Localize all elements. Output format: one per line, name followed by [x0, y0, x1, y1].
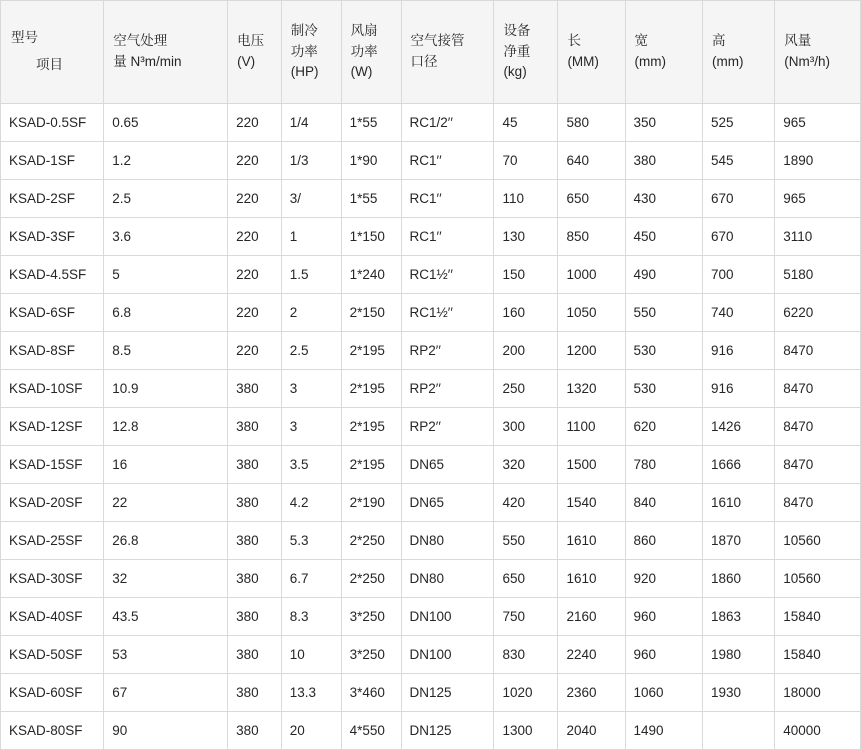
cell-pipe-diameter: RP2′′ [401, 332, 494, 370]
table-body [1, 104, 861, 750]
cell-pipe-diameter: RC1′′ [401, 180, 494, 218]
cell-air-volume: 1890 [775, 142, 861, 180]
cell-pipe-diameter: RC1/2′′ [401, 104, 494, 142]
header-row [1, 1, 861, 104]
cell-voltage: 380 [228, 712, 282, 750]
cell-width: 430 [625, 180, 702, 218]
cell-air-treatment: 10.9 [104, 370, 228, 408]
cell-length: 2240 [558, 636, 625, 674]
cell-voltage: 220 [228, 142, 282, 180]
cell-length: 1540 [558, 484, 625, 522]
cell-height: 1860 [702, 560, 774, 598]
header-line: 高 [711, 33, 726, 49]
cell-fan-power: 2*250 [341, 560, 401, 598]
table-row [1, 218, 861, 256]
header-air-treatment [104, 1, 228, 104]
cell-fan-power: 1*240 [341, 256, 401, 294]
cell-air-treatment: 43.5 [104, 598, 228, 636]
table-row [1, 370, 861, 408]
cell-height: 670 [702, 218, 774, 256]
header-line: 空气处理 [113, 33, 168, 49]
table-row [1, 180, 861, 218]
header-line: 长 [567, 33, 581, 49]
cell-cooling-power: 13.3 [281, 674, 341, 712]
header-model-label: 型号 [11, 30, 38, 46]
header-line: (V) [237, 54, 256, 69]
cell-voltage: 380 [228, 598, 282, 636]
cell-model: KSAD-12SF [1, 408, 104, 446]
cell-model: KSAD-20SF [1, 484, 104, 522]
cell-net-weight: 200 [494, 332, 558, 370]
header-line: 净重 [503, 43, 531, 59]
cell-pipe-diameter: RC1½′′ [401, 294, 494, 332]
table-row [1, 294, 861, 332]
cell-net-weight: 250 [494, 370, 558, 408]
header-line: (Nm³/h) [784, 54, 830, 69]
cell-air-volume: 18000 [775, 674, 861, 712]
cell-air-treatment: 3.6 [104, 218, 228, 256]
cell-width: 920 [625, 560, 702, 598]
cell-height: 916 [702, 332, 774, 370]
cell-fan-power: 3*460 [341, 674, 401, 712]
cell-air-volume: 6220 [775, 294, 861, 332]
cell-height: 1666 [702, 446, 774, 484]
cell-model: KSAD-30SF [1, 560, 104, 598]
cell-cooling-power: 1/3 [281, 142, 341, 180]
cell-voltage: 220 [228, 332, 282, 370]
cell-width: 380 [625, 142, 702, 180]
cell-fan-power: 1*55 [341, 180, 401, 218]
cell-width: 350 [625, 104, 702, 142]
header-line: 设备 [503, 22, 531, 38]
cell-width: 1060 [625, 674, 702, 712]
cell-voltage: 380 [228, 446, 282, 484]
cell-model: KSAD-2SF [1, 180, 104, 218]
cell-air-volume: 965 [775, 180, 861, 218]
cell-air-volume: 8470 [775, 332, 861, 370]
cell-cooling-power: 1 [281, 218, 341, 256]
table-row [1, 408, 861, 446]
cell-length: 1000 [558, 256, 625, 294]
cell-height: 1426 [702, 408, 774, 446]
cell-cooling-power: 10 [281, 636, 341, 674]
cell-fan-power: 2*195 [341, 446, 401, 484]
cell-width: 860 [625, 522, 702, 560]
cell-pipe-diameter: DN80 [401, 522, 494, 560]
cell-length: 1200 [558, 332, 625, 370]
header-line: (HP) [290, 64, 319, 80]
header-line: (mm) [634, 54, 667, 69]
header-height [702, 1, 774, 104]
cell-model: KSAD-6SF [1, 294, 104, 332]
header-line: (mm) [711, 54, 744, 69]
cell-length: 1050 [558, 294, 625, 332]
cell-length: 1610 [558, 560, 625, 598]
cell-air-treatment: 26.8 [104, 522, 228, 560]
cell-fan-power: 3*250 [341, 636, 401, 674]
cell-width: 780 [625, 446, 702, 484]
cell-air-volume: 8470 [775, 370, 861, 408]
cell-model: KSAD-4.5SF [1, 256, 104, 294]
cell-voltage: 380 [228, 408, 282, 446]
cell-air-volume: 10560 [775, 522, 861, 560]
cell-height: 1930 [702, 674, 774, 712]
cell-air-treatment: 53 [104, 636, 228, 674]
cell-fan-power: 2*195 [341, 408, 401, 446]
cell-model: KSAD-25SF [1, 522, 104, 560]
cell-air-treatment: 90 [104, 712, 228, 750]
cell-voltage: 220 [228, 180, 282, 218]
cell-width: 550 [625, 294, 702, 332]
cell-height: 1980 [702, 636, 774, 674]
cell-cooling-power: 6.7 [281, 560, 341, 598]
cell-cooling-power: 5.3 [281, 522, 341, 560]
table-row [1, 104, 861, 142]
cell-voltage: 220 [228, 294, 282, 332]
cell-length: 2160 [558, 598, 625, 636]
header-width [625, 1, 702, 104]
cell-length: 1610 [558, 522, 625, 560]
cell-air-volume: 15840 [775, 598, 861, 636]
table-row [1, 674, 861, 712]
cell-net-weight: 650 [494, 560, 558, 598]
header-line: 电压 [237, 33, 265, 49]
cell-voltage: 380 [228, 370, 282, 408]
table-header [1, 1, 861, 104]
cell-cooling-power: 3 [281, 370, 341, 408]
cell-air-treatment: 6.8 [104, 294, 228, 332]
cell-air-volume: 40000 [775, 712, 861, 750]
cell-voltage: 220 [228, 104, 282, 142]
cell-cooling-power: 8.3 [281, 598, 341, 636]
cell-width: 620 [625, 408, 702, 446]
cell-fan-power: 2*250 [341, 522, 401, 560]
cell-length: 1100 [558, 408, 625, 446]
cell-air-treatment: 22 [104, 484, 228, 522]
table-row [1, 446, 861, 484]
cell-length: 2040 [558, 712, 625, 750]
cell-model: KSAD-10SF [1, 370, 104, 408]
cell-cooling-power: 1.5 [281, 256, 341, 294]
cell-pipe-diameter: DN80 [401, 560, 494, 598]
cell-fan-power: 4*550 [341, 712, 401, 750]
cell-cooling-power: 1/4 [281, 104, 341, 142]
cell-air-treatment: 2.5 [104, 180, 228, 218]
cell-length: 1320 [558, 370, 625, 408]
cell-air-volume: 15840 [775, 636, 861, 674]
cell-fan-power: 2*195 [341, 332, 401, 370]
table-row [1, 598, 861, 636]
header-line: 功率 [290, 43, 318, 59]
header-fan-power [341, 1, 401, 104]
cell-length: 1500 [558, 446, 625, 484]
cell-length: 580 [558, 104, 625, 142]
cell-net-weight: 830 [494, 636, 558, 674]
cell-voltage: 380 [228, 484, 282, 522]
cell-pipe-diameter: DN125 [401, 674, 494, 712]
cell-height: 1610 [702, 484, 774, 522]
cell-model: KSAD-40SF [1, 598, 104, 636]
cell-net-weight: 150 [494, 256, 558, 294]
cell-pipe-diameter: DN125 [401, 712, 494, 750]
header-cooling-power [281, 1, 341, 104]
cell-net-weight: 110 [494, 180, 558, 218]
cell-air-volume: 8470 [775, 484, 861, 522]
header-line: (MM) [567, 54, 599, 69]
cell-net-weight: 300 [494, 408, 558, 446]
cell-pipe-diameter: RC1′′ [401, 218, 494, 256]
cell-width: 450 [625, 218, 702, 256]
cell-pipe-diameter: RC1½′′ [401, 256, 494, 294]
cell-height: 525 [702, 104, 774, 142]
cell-model: KSAD-60SF [1, 674, 104, 712]
cell-cooling-power: 3.5 [281, 446, 341, 484]
cell-net-weight: 1300 [494, 712, 558, 750]
table-row [1, 332, 861, 370]
cell-fan-power: 2*150 [341, 294, 401, 332]
cell-voltage: 380 [228, 674, 282, 712]
cell-pipe-diameter: DN65 [401, 446, 494, 484]
cell-model: KSAD-3SF [1, 218, 104, 256]
cell-air-treatment: 5 [104, 256, 228, 294]
cell-width: 530 [625, 370, 702, 408]
cell-height: 1863 [702, 598, 774, 636]
cell-air-volume: 8470 [775, 446, 861, 484]
cell-voltage: 380 [228, 522, 282, 560]
cell-model: KSAD-80SF [1, 712, 104, 750]
cell-air-volume: 3110 [775, 218, 861, 256]
cell-net-weight: 750 [494, 598, 558, 636]
cell-net-weight: 70 [494, 142, 558, 180]
header-length [558, 1, 625, 104]
cell-width: 960 [625, 636, 702, 674]
cell-height: 545 [702, 142, 774, 180]
cell-cooling-power: 3 [281, 408, 341, 446]
cell-height: 1870 [702, 522, 774, 560]
header-line: 量 N³m/min [113, 54, 182, 69]
cell-model: KSAD-8SF [1, 332, 104, 370]
cell-height: 916 [702, 370, 774, 408]
cell-cooling-power: 2 [281, 294, 341, 332]
header-item-label: 项目 [36, 57, 63, 72]
cell-cooling-power: 20 [281, 712, 341, 750]
table-row [1, 142, 861, 180]
header-line: 空气接管 [410, 33, 465, 49]
header-line: (kg) [503, 64, 527, 80]
cell-voltage: 220 [228, 218, 282, 256]
cell-net-weight: 320 [494, 446, 558, 484]
cell-pipe-diameter: DN65 [401, 484, 494, 522]
header-line: (W) [350, 64, 373, 80]
header-air-volume [775, 1, 861, 104]
cell-fan-power: 1*150 [341, 218, 401, 256]
cell-air-treatment: 0.65 [104, 104, 228, 142]
cell-height: 670 [702, 180, 774, 218]
cell-fan-power: 2*195 [341, 370, 401, 408]
cell-pipe-diameter: RC1′′ [401, 142, 494, 180]
cell-pipe-diameter: RP2′′ [401, 370, 494, 408]
cell-air-treatment: 16 [104, 446, 228, 484]
cell-fan-power: 1*55 [341, 104, 401, 142]
cell-voltage: 380 [228, 560, 282, 598]
cell-width: 960 [625, 598, 702, 636]
cell-cooling-power: 2.5 [281, 332, 341, 370]
table-row [1, 560, 861, 598]
cell-model: KSAD-1SF [1, 142, 104, 180]
header-corner-model-item [1, 1, 104, 104]
header-net-weight [494, 1, 558, 104]
header-line: 风扇 [350, 22, 378, 38]
cell-voltage: 220 [228, 256, 282, 294]
cell-fan-power: 3*250 [341, 598, 401, 636]
cell-height [702, 712, 774, 750]
cell-net-weight: 130 [494, 218, 558, 256]
cell-width: 1490 [625, 712, 702, 750]
cell-model: KSAD-50SF [1, 636, 104, 674]
cell-width: 530 [625, 332, 702, 370]
cell-width: 840 [625, 484, 702, 522]
cell-air-volume: 10560 [775, 560, 861, 598]
cell-air-volume: 5180 [775, 256, 861, 294]
cell-cooling-power: 4.2 [281, 484, 341, 522]
cell-fan-power: 1*90 [341, 142, 401, 180]
cell-air-treatment: 12.8 [104, 408, 228, 446]
cell-model: KSAD-15SF [1, 446, 104, 484]
cell-length: 850 [558, 218, 625, 256]
cell-air-treatment: 8.5 [104, 332, 228, 370]
cell-net-weight: 550 [494, 522, 558, 560]
cell-air-treatment: 1.2 [104, 142, 228, 180]
table-row [1, 256, 861, 294]
header-line: 口径 [410, 54, 438, 69]
cell-length: 650 [558, 180, 625, 218]
cell-air-volume: 965 [775, 104, 861, 142]
cell-length: 2360 [558, 674, 625, 712]
cell-air-volume: 8470 [775, 408, 861, 446]
cell-net-weight: 160 [494, 294, 558, 332]
cell-net-weight: 420 [494, 484, 558, 522]
table-row [1, 522, 861, 560]
table-row [1, 484, 861, 522]
cell-width: 490 [625, 256, 702, 294]
cell-height: 740 [702, 294, 774, 332]
header-line: 风量 [784, 33, 812, 49]
header-pipe-diameter [401, 1, 494, 104]
cell-voltage: 380 [228, 636, 282, 674]
table-row [1, 636, 861, 674]
cell-net-weight: 45 [494, 104, 558, 142]
cell-net-weight: 1020 [494, 674, 558, 712]
header-voltage [228, 1, 282, 104]
cell-length: 640 [558, 142, 625, 180]
cell-air-treatment: 32 [104, 560, 228, 598]
cell-pipe-diameter: RP2′′ [401, 408, 494, 446]
cell-fan-power: 2*190 [341, 484, 401, 522]
cell-model: KSAD-0.5SF [1, 104, 104, 142]
cell-pipe-diameter: DN100 [401, 636, 494, 674]
cell-pipe-diameter: DN100 [401, 598, 494, 636]
table-row [1, 712, 861, 750]
header-line: 制冷 [290, 22, 318, 38]
cell-cooling-power: 3/ [281, 180, 341, 218]
cell-air-treatment: 67 [104, 674, 228, 712]
header-line: 功率 [350, 43, 378, 59]
cell-height: 700 [702, 256, 774, 294]
header-line: 宽 [634, 33, 649, 49]
